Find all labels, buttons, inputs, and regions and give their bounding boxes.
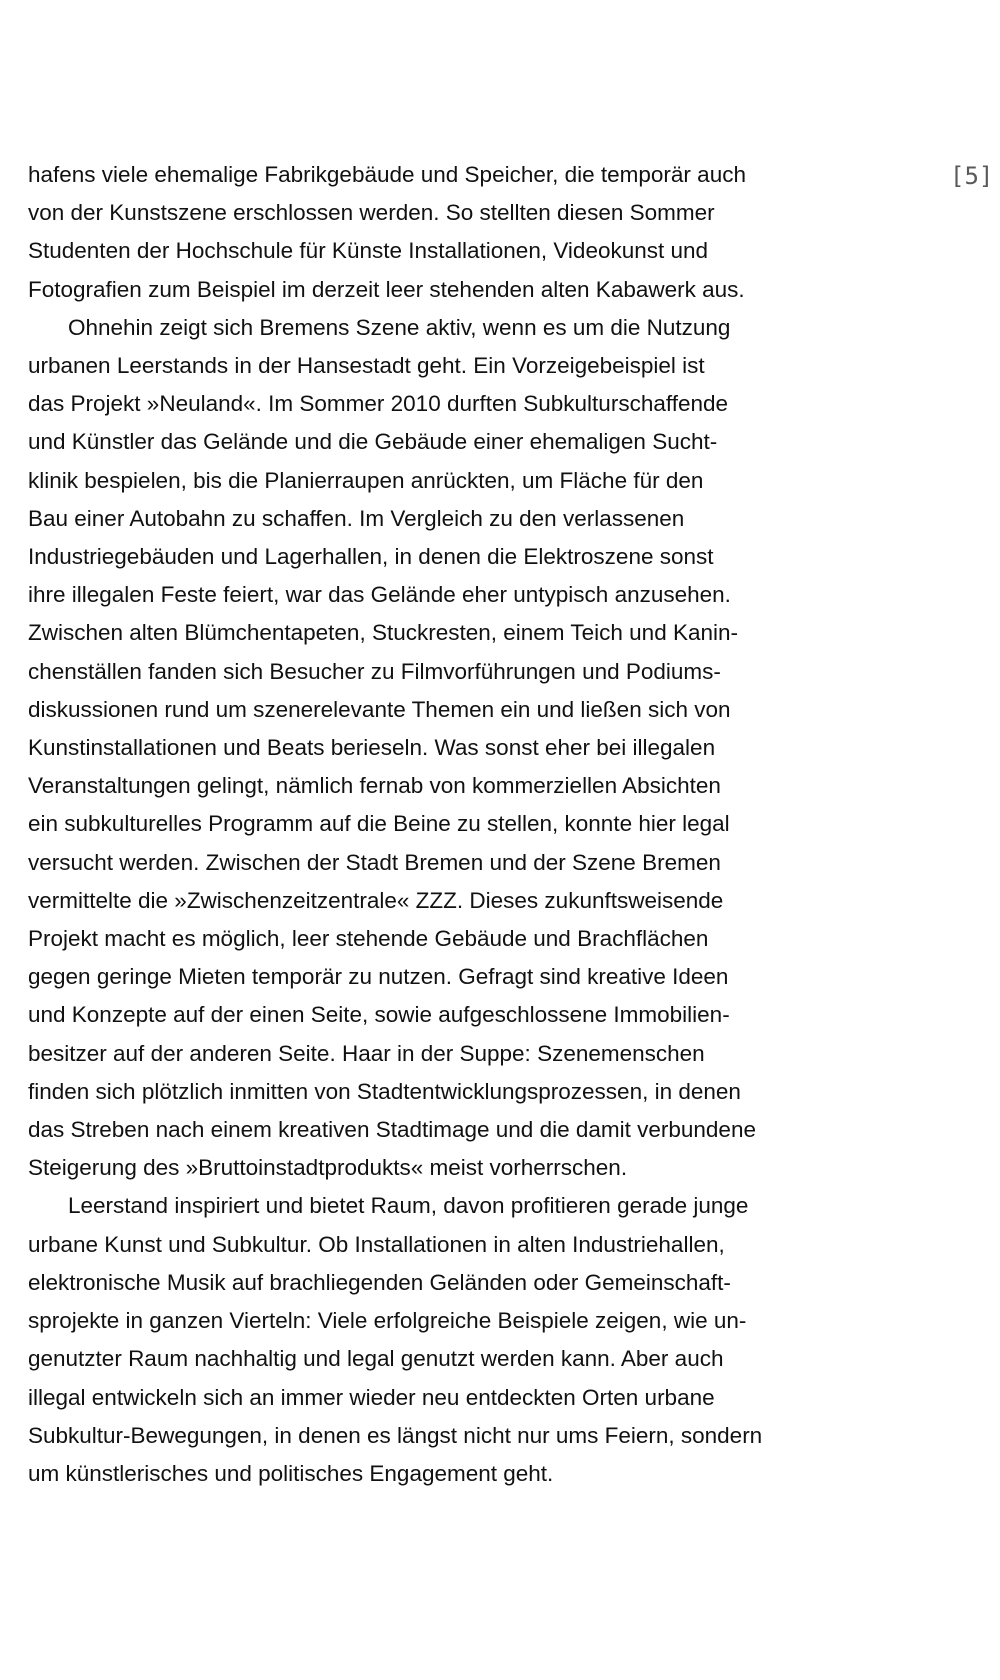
text-line: diskussionen rund um szenerelevante Themen ein und ließen sich von — [28, 696, 731, 722]
text-line: chenställen fanden sich Besucher zu Filmvorführungen und Podiums- — [28, 658, 721, 684]
text-line: Leerstand inspiriert und bietet Raum, davon profitieren gerade junge — [68, 1193, 749, 1219]
text-line: vermittelte die »Zwischenzeitzentrale« ZZZ. Dieses zukunftsweisende — [28, 887, 724, 913]
text-line: Bau einer Autobahn zu schaffen. Im Vergleich zu den verlassenen — [28, 505, 685, 531]
text-line: sprojekte in ganzen Vierteln: Viele erfolgreiche Beispiele zeigen, wie un- — [28, 1308, 747, 1334]
text-line: und Künstler das Gelände und die Gebäude einer ehemaligen Sucht- — [28, 429, 718, 455]
text-line: Kunstinstallationen und Beats berieseln. Was sonst eher bei illegalen — [28, 735, 716, 761]
text-line: genutzter Raum nachhaltig und legal genutzt werden kann. Aber auch — [28, 1346, 724, 1372]
text-line: und Konzepte auf der einen Seite, sowie aufgeschlossene Immobilien- — [28, 1002, 730, 1028]
text-line: um künstlerisches und politisches Engagement geht. — [28, 1460, 554, 1486]
text-line: hafens viele ehemalige Fabrikgebäude und Speicher, die temporär auch — [28, 162, 746, 187]
text-line: Fotografien zum Beispiel im derzeit leer stehenden alten Kabawerk aus. — [28, 276, 745, 302]
text-line: urbanen Leerstands in der Hansestadt geht. Ein Vorzeigebeispiel ist — [28, 353, 705, 379]
text-line: finden sich plötzlich inmitten von Stadtentwicklungsprozessen, in denen — [28, 1078, 741, 1104]
text-line: Steigerung des »Bruttoinstadtprodukts« meist vorherrschen. — [28, 1155, 628, 1181]
text-line: von der Kunstszene erschlossen werden. So stellten diesen Sommer — [28, 200, 715, 226]
text-line: Zwischen alten Blümchentapeten, Stuckresten, einem Teich und Kanin- — [28, 620, 738, 646]
text-line: Subkultur-Bewegungen, in denen es längst nicht nur ums Feiern, sondern — [28, 1422, 763, 1448]
text-line: das Projekt »Neuland«. Im Sommer 2010 durften Subkulturschaffende — [28, 391, 728, 417]
paragraph-2 — [28, 309, 908, 1188]
paragraph-1 — [28, 156, 908, 309]
text-line: Projekt macht es möglich, leer stehende Gebäude und Brachflächen — [28, 926, 709, 952]
text-line: ihre illegalen Feste feiert, war das Gelände eher untypisch anzusehen. — [28, 582, 731, 608]
body-text — [28, 156, 908, 1493]
text-line: versucht werden. Zwischen der Stadt Bremen und der Szene Bremen — [28, 849, 721, 875]
page-marker: [5] — [950, 162, 994, 190]
text-line: klinik bespielen, bis die Planierraupen anrückten, um Fläche für den — [28, 467, 704, 493]
text-line: Industriegebäuden und Lagerhallen, in denen die Elektroszene sonst — [28, 544, 714, 570]
text-line: besitzer auf der anderen Seite. Haar in der Suppe: Szenemenschen — [28, 1040, 705, 1066]
text-line: ein subkulturelles Programm auf die Beine zu stellen, konnte hier legal — [28, 811, 730, 837]
text-line: illegal entwickeln sich an immer wieder neu entdeckten Orten urbane — [28, 1384, 715, 1410]
text-line: gegen geringe Mieten temporär zu nutzen. Gefragt sind kreative Ideen — [28, 964, 729, 990]
paragraph-3 — [28, 1187, 908, 1493]
text-line: Ohnehin zeigt sich Bremens Szene aktiv, wenn es um die Nutzung — [68, 314, 731, 340]
text-line: das Streben nach einem kreativen Stadtimage und die damit verbundene — [28, 1117, 756, 1143]
text-line: urbane Kunst und Subkultur. Ob Installationen in alten Industriehallen, — [28, 1231, 725, 1257]
text-line: Veranstaltungen gelingt, nämlich fernab von kommerziellen Absichten — [28, 773, 721, 799]
text-line: elektronische Musik auf brachliegenden Geländen oder Gemeinschaft- — [28, 1269, 731, 1295]
text-line: Studenten der Hochschule für Künste Installationen, Videokunst und — [28, 238, 709, 264]
